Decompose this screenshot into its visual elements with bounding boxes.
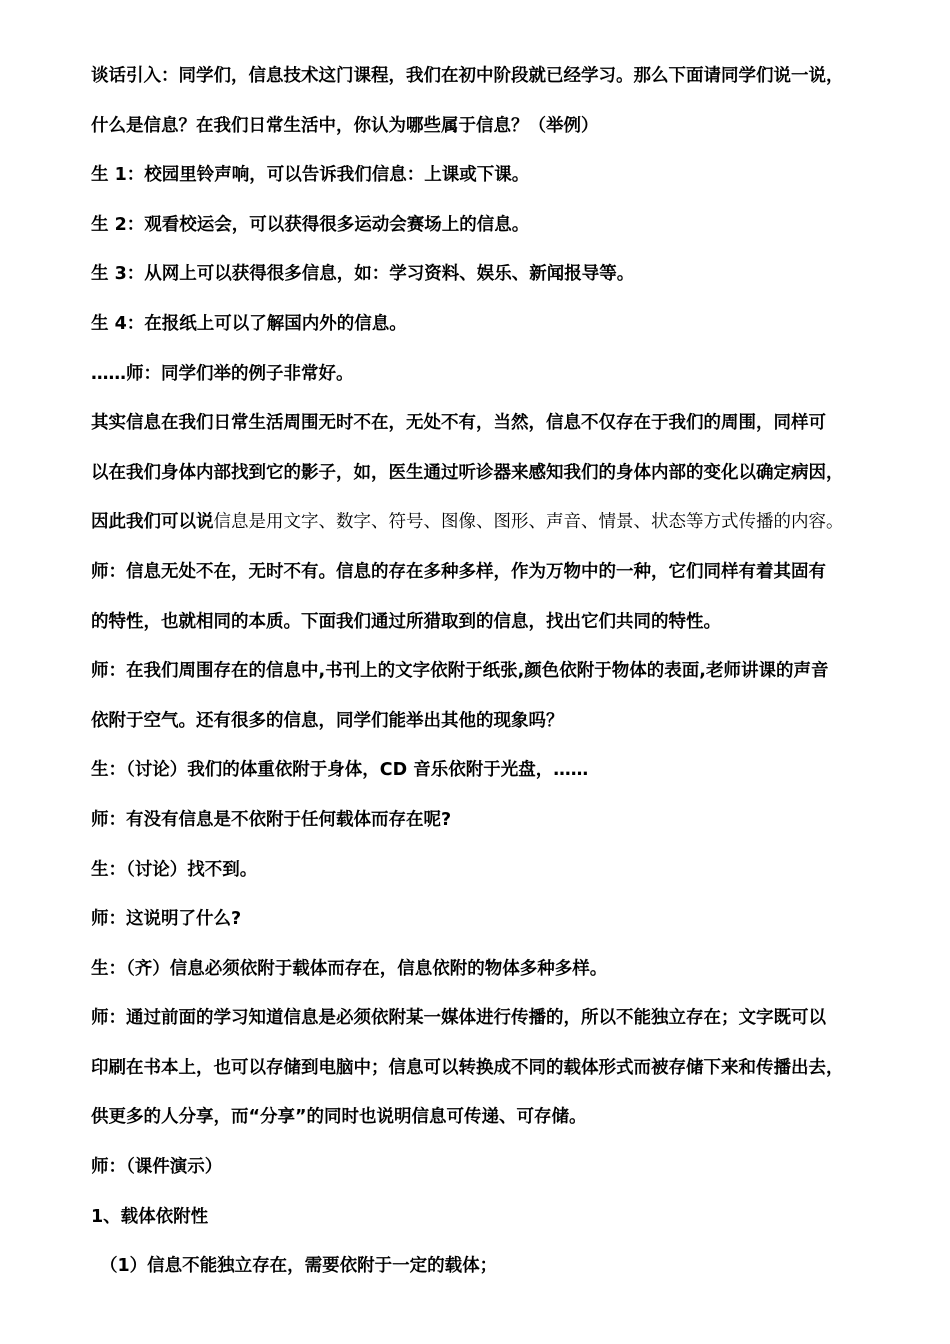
paragraph-line: 供更多的人分享，而“分享”的同时也说明信息可传递、可存储。	[91, 1107, 587, 1128]
paragraph-line: 谈话引入：同学们，信息技术这门课程，我们在初中阶段就已经学习。那么下面请同学们说一说，	[91, 66, 844, 86]
definition-text: 信息是用文字、数字、符号、图像、图形、声音、情景、状态等方式传播的内容。	[213, 512, 844, 533]
paragraph-line: 师：有没有信息是不依附于任何载体而存在呢?	[91, 809, 452, 830]
paragraph-line: 其实信息在我们日常生活周围无时不在，无处不有，当然，信息不仅存在于我们的周围，同样可	[91, 413, 826, 434]
definition-lead: 因此我们可以说	[91, 512, 214, 533]
paragraph-line: 印刷在书本上，也可以存储到电脑中；信息可以转换成不同的载体形式而被存储下来和传播出去，	[91, 1057, 844, 1078]
section-heading: 1、载体依附性	[91, 1206, 209, 1227]
paragraph-line: ……师：同学们举的例子非常好。	[91, 363, 354, 384]
paragraph-line: 生：（讨论）找不到。	[91, 859, 258, 880]
paragraph-line: 生：（齐）信息必须依附于载体而存在，信息依附的物体多种多样。	[91, 958, 608, 979]
paragraph-line: 的特性，也就相同的本质。下面我们通过所猎取到的信息，找出它们共同的特性。	[91, 611, 721, 632]
definition-line	[91, 506, 913, 556]
paragraph-line: 师：通过前面的学习知道信息是必须依附某一媒体进行传播的，所以不能独立存在；文字既可以	[91, 1008, 826, 1029]
paragraph-line: 什么是信息？在我们日常生活中，你认为哪些属于信息？（举例）	[91, 115, 599, 136]
paragraph-line: 生 2：观看校运会，可以获得很多运动会赛场上的信息。	[91, 214, 530, 235]
paragraph-line: 依附于空气。还有很多的信息，同学们能举出其他的现象吗？	[91, 710, 564, 731]
paragraph-line: 师：信息无处不在，无时不有。信息的存在多种多样，作为万物中的一种，它们同样有着其固有	[91, 561, 826, 582]
list-item: （1）信息不能独立存在，需要依附于一定的载体；	[100, 1256, 498, 1277]
paragraph-line: 生：（讨论）我们的体重依附于身体，CD 音乐依附于光盘，……	[91, 760, 589, 781]
paragraph-line: 生 1：校园里铃声响，可以告诉我们信息：上课或下课。	[91, 165, 530, 186]
paragraph-line: 师：在我们周围存在的信息中,书刊上的文字依附于纸张,颜色依附于物体的表面,老师讲课的声音	[91, 661, 829, 682]
document-page	[91, 60, 913, 1300]
paragraph-line: 以在我们身体内部找到它的影子，如，医生通过听诊器来感知我们的身体内部的变化以确定病因，	[91, 462, 844, 483]
paragraph-line: 生 4：在报纸上可以了解国内外的信息。	[91, 313, 407, 334]
paragraph-line: 师：这说明了什么?	[91, 909, 242, 930]
paragraph-line: 师：（课件演示）	[91, 1157, 223, 1178]
paragraph-line: 生 3：从网上可以获得很多信息，如：学习资料、娱乐、新闻报导等。	[91, 264, 635, 285]
